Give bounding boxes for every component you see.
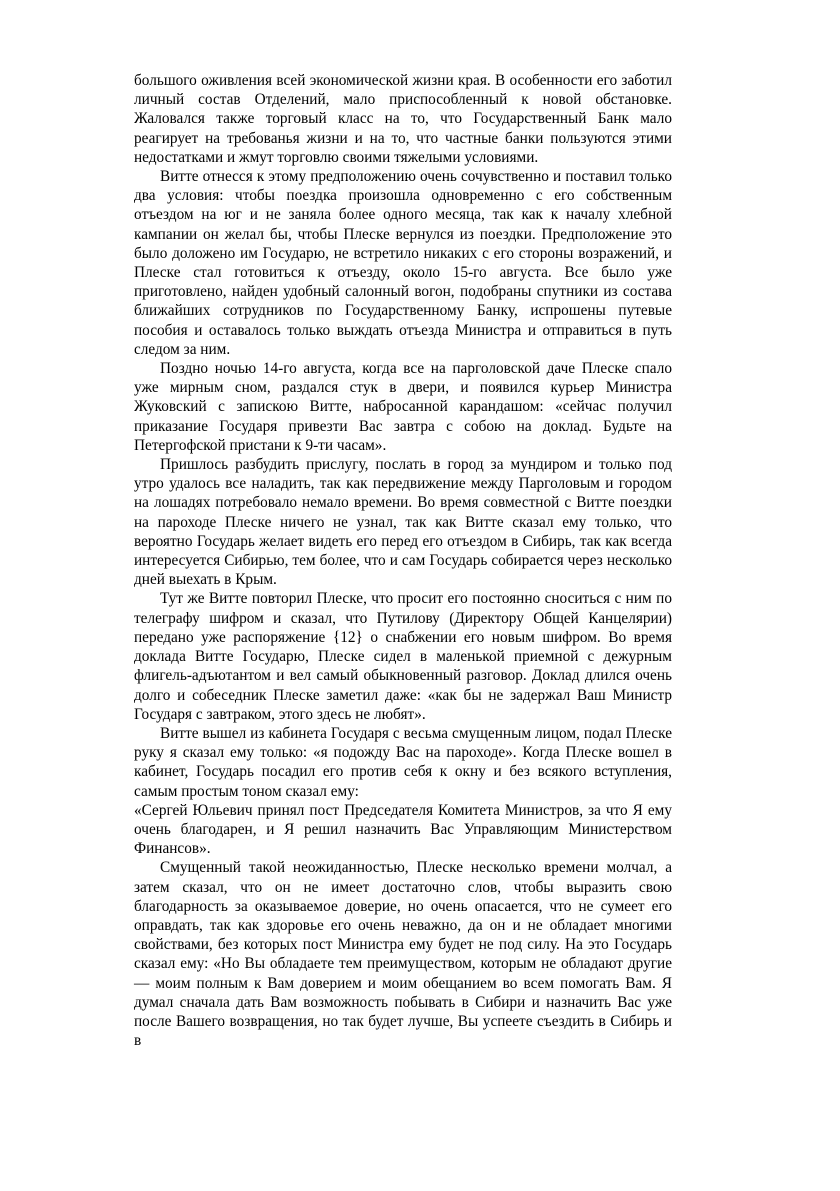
document-page	[134, 71, 672, 1050]
paragraph-6: Витте вышел из кабинета Государя с весьма смущенным лицом, подал Плеске руку я сказал ему только: «я подожду Вас на пароходе». Когда Плеске вошел в кабинет, Государь посадил его против себя к окну и без всякого вступления, самым простым тоном сказал ему:	[134, 724, 672, 800]
paragraph-3: Поздно ночью 14-го августа, когда все на парголовской даче Плеске спало уже мирным сном, раздался стук в двери, и появился курьер Министра Жуковский с запискою Витте, набросанной карандашом: «сейчас получил приказание Государя привезти Вас завтра с собою на доклад. Будьте на Петергофской пристани к 9-ти часам».	[134, 360, 672, 454]
paragraph-4: Пришлось разбудить прислугу, послать в город за мундиром и только под утро удалось все наладить, так как передвижение между Парголовым и городом на лошадях потребовало немало времени. Во время совместной с Витте поездки на пароходе Плеске ничего не узнал, так как Витте сказал ему только, что вероятно Государь желает видеть его перед его отъездом в Сибирь, так как всегда интересуется Сибирью, тем более, что и сам Государь собирается через несколько дней выехать в Крым.	[134, 456, 672, 589]
paragraph-8: Смущенный такой неожиданностью, Плеске несколько времени молчал, а затем сказал, что он не имеет достаточно слов, чтобы выразить свою благодарность за оказываемое доверие, но очень опасается, что не сумеет его оправдать, так как здоровье его очень неважно, да он и не обладает многими свойствами, без которых пост Министра ему будет не под силу. На это Государь сказал ему: «Но Вы обладаете тем преимуществом, которым не обладают другие — моим полным к Вам доверием и моим обещанием во всем помогать Вам. Я думал сначала дать Вам возможность побывать в Сибири и назначить Вас уже после Вашего возвращения, но так будет лучше, Вы успеете съездить в Сибирь и в	[134, 859, 672, 1050]
paragraph-7-quote: «Сергей Юльевич принял пост Председателя Комитета Министров, за что Я ему очень благодарен, и Я решил назначить Вас Управляющим Министерством Финансов».	[134, 801, 672, 858]
paragraph-1: большого оживления всей экономической жизни края. В особенности его заботил личный состав Отделений, мало приспособленный к новой обстановке. Жаловался также торговый класс на то, что Государственный Банк мало реагирует на требованья жизни и на то, что частные банки пользуются этими недостатками и жмут торговлю своими тяжелыми условиями.	[134, 72, 672, 166]
paragraph-5: Тут же Витте повторил Плеске, что просит его постоянно сноситься с ним по телеграфу шифром и сказал, что Путилову (Директору Общей Канцелярии) передано уже распоряжение {12} о снабжении его новым шифром. Во время доклада Витте Государю, Плеске сидел в маленькой приемной с дежурным флигель-адъютантом и вел самый обыкновенный разговор. Доклад длился очень долго и собеседник Плеске заметил даже: «как бы не задержал Ваш Министр Государя с завтраком, этого здесь не любят».	[134, 590, 672, 723]
paragraph-2: Витте отнесся к этому предположению очень сочувственно и поставил только два условия: чтобы поездка произошла одновременно с его собственным отъездом на юг и не заняла более одного месяца, так как к началу хлебной кампании он желал бы, чтобы Плеске вернулся из поездки. Предположение это было доложено им Государю, не встретило никаких с его стороны возражений, и Плеске стал готовиться к отъезду, около 15-го августа. Все было уже приготовлено, найден удобный салонный вогон, подобраны спутники из состава ближайших сотрудников по Государственному Банку, испрошены путевые пособия и оставалось только выждать отъезда Министра и отправиться в путь следом за ним.	[134, 168, 672, 358]
